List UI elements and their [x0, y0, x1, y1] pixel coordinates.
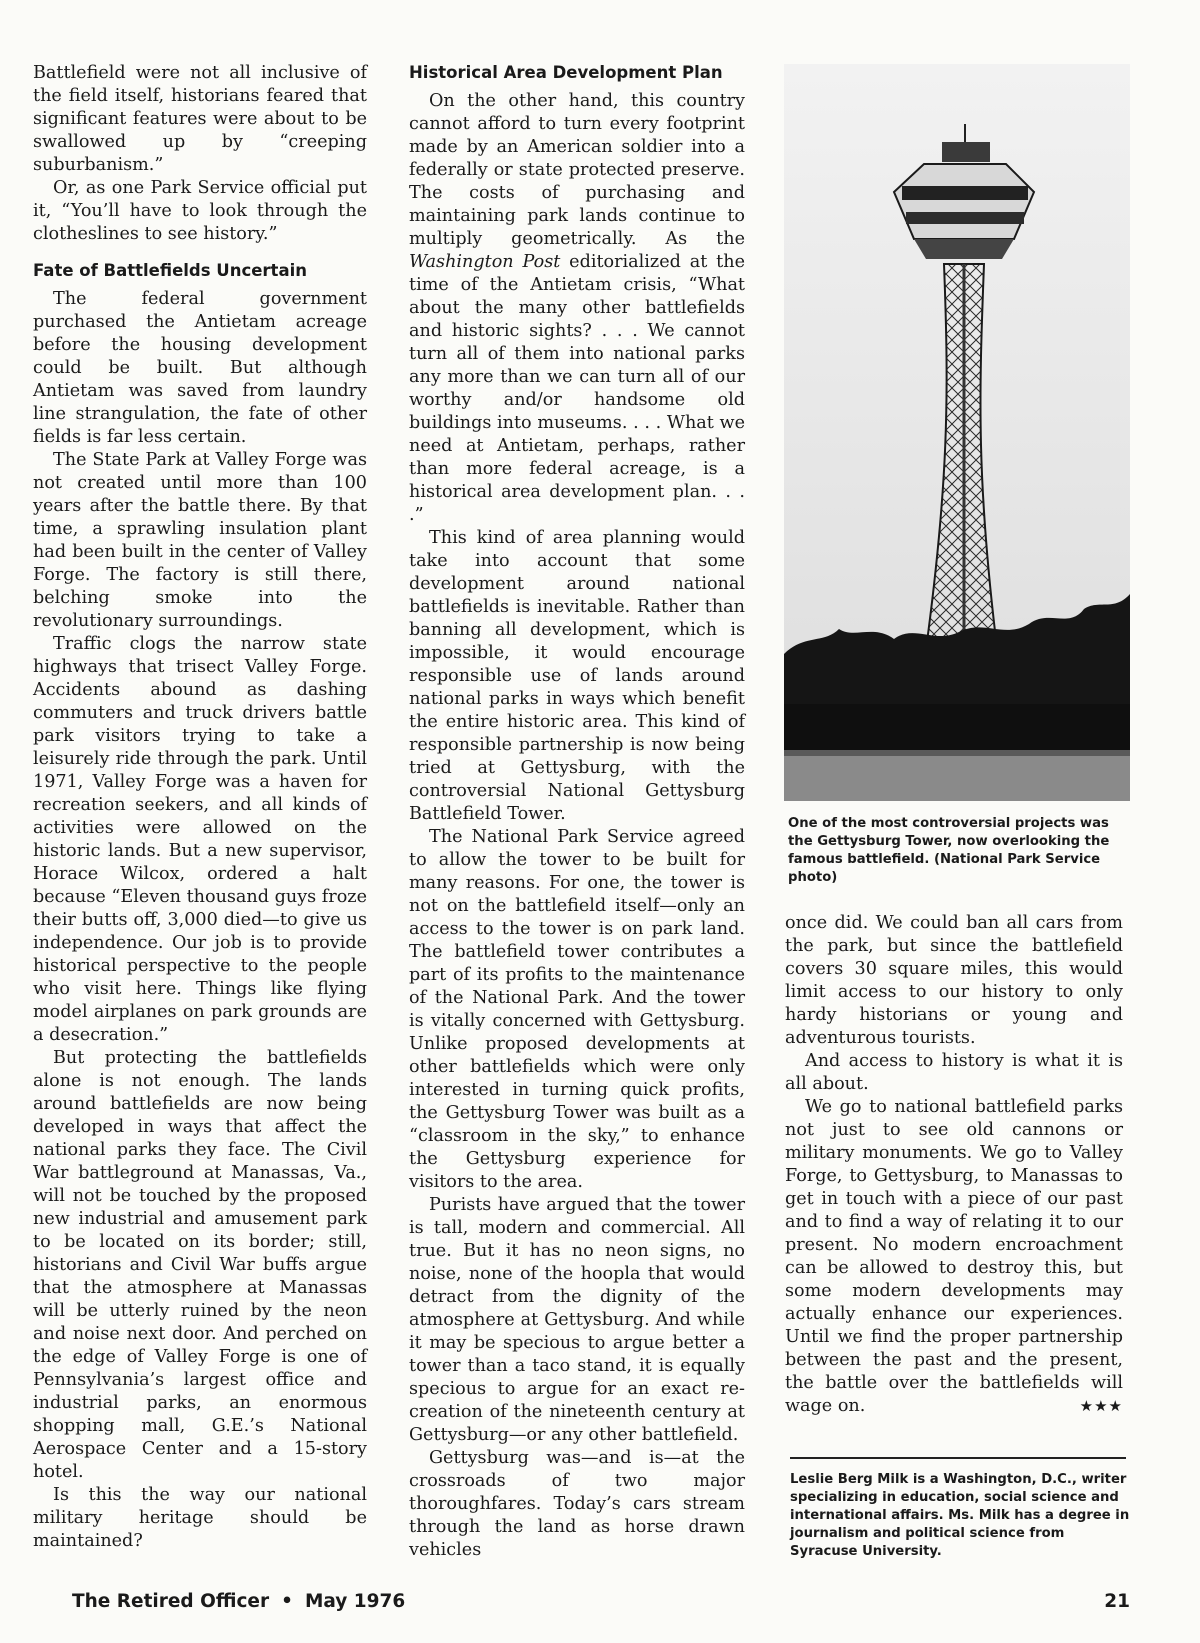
paragraph: But protecting the battlefields alone is not enough. The lands around battlefields are now being developed in ways that affect the national parks they face. The Civil War battleground at Manassas, Va., will not be touched by the proposed new industrial and amusement park to be located on its border; still, historians and Civil War buffs argue that the atmosphere at Manassas will be utterly ruined by the neon and noise next door. And perched on the edge of Valley Forge is one of Pennsylvania’s largest office and industrial parks, an enormous shopping mall, G.E.’s National Aerospace Center and a 15-story hotel. — [33, 1048, 367, 1482]
footer-left — [72, 1591, 405, 1612]
paragraph: The federal government purchased the Antietam acreage before the housing development could be built. But although Antietam was saved from laundry line strangulation, the fate of other fields is far less certain. — [33, 289, 367, 447]
text-run: We go to national battlefield parks not just to see old cannons or military monuments. We go to Valley Forge, to Gettysburg, to Manassas to get in touch with a piece of our past and to find a way of relating it to our present. No modern encroachment can be allowed to destroy this, but some modern developments may actually enhance our experiences. Until we find the proper partnership between the past and the present, the battle over the battlefields will wage on. — [785, 1097, 1123, 1416]
article-column-1 — [33, 62, 367, 1553]
photo-caption: One of the most controversial projects was the Gettysburg Tower, now overlooking the famous battlefield. (National Park Service photo) — [788, 816, 1110, 885]
paragraph: Traffic clogs the narrow state highways that trisect Valley Forge. Accidents abound as dashing commuters and truck drivers battle park visitors trying to take a leisurely ride through the park. Until 1971, Valley Forge was a haven for recreation seekers, and all kinds of activities were allowed on the historic lands. But a new supervisor, Horace Wilcox, ordered a halt because “Eleven thousand guys froze their butts off, 3,000 died—to give us independence. Our job is to provide historical perspective to the people who visit here. Things like flying model airplanes on park grounds are a desecration.” — [33, 634, 367, 1045]
issue-date: May 1976 — [304, 1591, 406, 1612]
article-column-3 — [785, 912, 1123, 1418]
tower-photo — [784, 64, 1130, 801]
paragraph: Or, as one Park Service official put it, “You’ll have to look through the clotheslines to see history.” — [33, 178, 367, 244]
paragraph: This kind of area planning would take into account that some development around national battlefields is inevitable. Rather than banning all development, which is impossible, it would encourage responsible use of lands around national parks in ways which benefit the entire historic area. This kind of responsible partnership is now being tried at Gettysburg, with the controversial National Gettysburg Battlefield Tower. — [409, 528, 745, 824]
paragraph: once did. We could ban all cars from the park, but since the battlefield covers 30 square miles, this would limit access to our history to only hardy historians or young and adventurous tourists. — [785, 913, 1123, 1048]
divider — [790, 1457, 1126, 1459]
author-bio: Leslie Berg Milk is a Washington, D.C., writer specializing in education, social science and international affairs. Ms. Milk has a degree in journalism and political science from Syracuse University. — [790, 1472, 1130, 1559]
page-number: 21 — [1104, 1591, 1130, 1612]
article-column-2 — [409, 62, 745, 1562]
paragraph: And access to history is what it is all about. — [785, 1051, 1123, 1094]
bullet-separator: • — [281, 1591, 293, 1612]
text-run: On the other hand, this country cannot afford to turn every footprint made by an American soldier into a federally or state protected preserve. The costs of purchasing and maintaining park lands continue to multiply geometrically. As the — [409, 91, 745, 249]
paragraph: The State Park at Valley Forge was not created until more than 100 years after the battle there. By that time, a sprawling insulation plant had been built in the center of Valley Forge. The factory is still there, belching smoke into the revolutionary surroundings. — [33, 450, 367, 631]
paragraph — [785, 1096, 1123, 1418]
paragraph: Battlefield were not all inclusive of the field itself, historians feared that significant features were about to be swallowed up by “creeping suburbanism.” — [33, 63, 367, 175]
tower-photo-image — [784, 64, 1130, 801]
paragraph — [409, 90, 745, 527]
section-heading: Historical Area Development Plan — [409, 63, 723, 82]
page-footer — [72, 1591, 1130, 1621]
paragraph: Gettysburg was—and is—at the crossroads of two major thoroughfares. Today’s cars stream through the land as horse drawn vehicles — [409, 1448, 745, 1560]
paragraph: The National Park Service agreed to allow the tower to be built for many reasons. For one, the tower is not on the battlefield itself—only an access to the tower is on park land. The battlefield tower contributes a part of its profits to the maintenance of the National Park. And the tower is vitally concerned with Gettysburg. Unlike proposed developments at other battlefields which were only interested in turning quick profits, the Gettysburg Tower was built as a “classroom in the sky,” to enhance the Gettysburg experience for visitors to the area. — [409, 827, 745, 1192]
paragraph: Is this the way our national military heritage should be maintained? — [33, 1485, 367, 1551]
paragraph: Purists have argued that the tower is tall, modern and commercial. All true. But it has no neon signs, no noise, none of the hoopla that would detract from the dignity of the atmosphere at Gettysburg. And while it may be specious to argue better a tower than a taco stand, it is equally specious to argue for an exact re-creation of the nineteenth century at Gettysburg—or any other battlefield. — [409, 1195, 745, 1445]
section-heading: Fate of Battlefields Uncertain — [33, 261, 307, 280]
publication-name: Washington Post — [409, 252, 561, 272]
end-mark-stars: ★★★ — [1079, 1397, 1123, 1415]
text-run: editorialized at the time of the Antietam crisis, “What about the many other battlefields and historic sights? . . . We cannot turn all of them into national parks any more than we can turn all of our worthy and/or handsome old buildings into museums. . . . What we need at Antietam, perhaps, rather than more federal acreage, is a historical area development plan. . . .” — [409, 252, 745, 525]
publication-title: The Retired Officer — [72, 1591, 270, 1612]
